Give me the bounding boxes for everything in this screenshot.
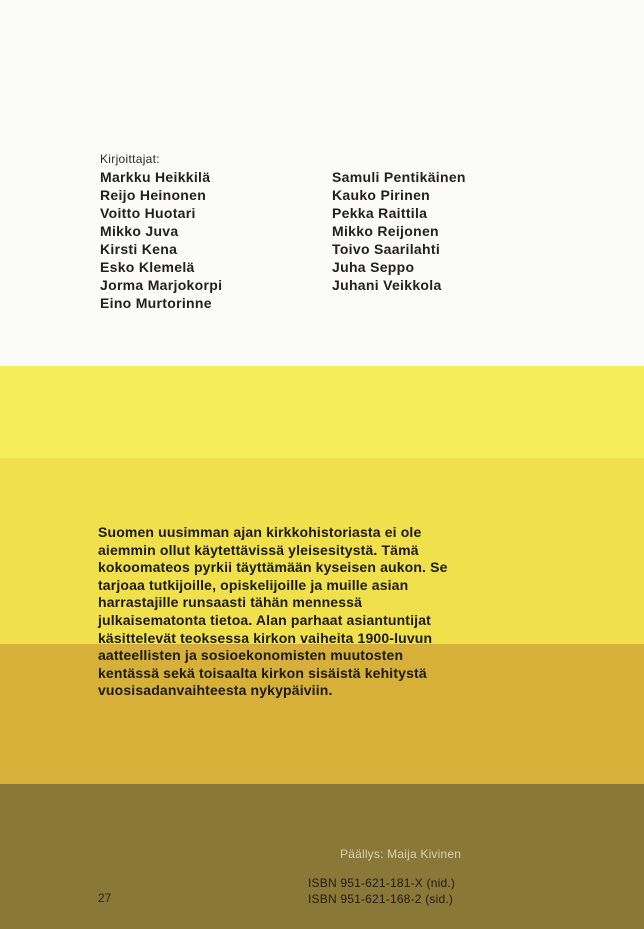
author-name: Markku Heikkilä <box>100 169 211 185</box>
olive-band <box>0 784 644 929</box>
cover-design-credit: Päällys: Maija Kivinen <box>340 847 462 861</box>
author-name: Juhani Veikkola <box>332 277 442 293</box>
description-line: kentässä sekä toisaalta kirkon sisäistä kehitystä <box>98 664 427 681</box>
description-line: julkaisematonta tietoa. Alan parhaat asiantuntijat <box>98 611 431 628</box>
author-name: Jorma Marjokorpi <box>100 277 223 293</box>
author-name: Mikko Reijonen <box>332 223 439 239</box>
description-line: aatteellisten ja sosioekonomisten muutosten <box>98 647 404 664</box>
description-line: kokoomateos pyrkii täyttämään kyseisen aukon. Se <box>98 559 448 576</box>
isbn-line: ISBN 951-621-168-2 (sid.) <box>308 892 454 906</box>
author-name: Eino Murtorinne <box>100 295 212 311</box>
description-line: käsittelevät teoksessa kirkon vaiheita 1900-luvun <box>98 629 433 646</box>
author-name: Kirsti Kena <box>100 241 178 257</box>
isbn-list <box>308 875 455 907</box>
series-number: 27 <box>98 891 112 905</box>
authors-left-column <box>100 168 222 312</box>
author-name: Toivo Saarilahti <box>332 241 441 257</box>
author-name: Samuli Pentikäinen <box>332 169 466 185</box>
description-line: tarjoaa tutkijoille, opiskelijoille ja muille asian <box>98 576 409 593</box>
author-name: Reijo Heinonen <box>100 187 207 203</box>
book-description <box>98 524 448 700</box>
description-line: vuosisadanvaihteesta nykypäiviin. <box>98 682 333 699</box>
white-band <box>0 0 644 366</box>
light-yellow-band <box>0 366 644 458</box>
author-name: Kauko Pirinen <box>332 187 431 203</box>
description-line: harrastajille runsaasti tähän mennessä <box>98 594 363 611</box>
author-name: Voitto Huotari <box>100 205 196 221</box>
author-name: Juha Seppo <box>332 259 415 275</box>
author-name: Mikko Juva <box>100 223 179 239</box>
description-line: aiemmin ollut käytettävissä yleisesitystä. Tämä <box>98 541 419 558</box>
isbn-line: ISBN 951-621-181-X (nid.) <box>308 876 456 890</box>
description-line: Suomen uusimman ajan kirkkohistoriasta ei ole <box>98 524 422 540</box>
author-name: Pekka Raittila <box>332 205 428 221</box>
author-name: Esko Klemelä <box>100 259 195 275</box>
authors-heading: Kirjoittajat: <box>100 152 160 166</box>
authors-right-column <box>332 168 466 294</box>
